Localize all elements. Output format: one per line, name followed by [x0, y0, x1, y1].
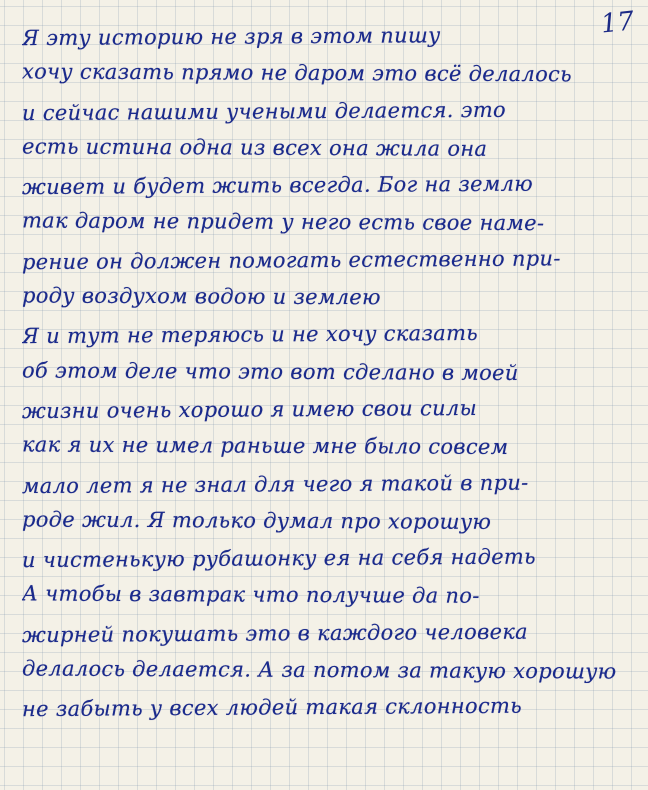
text-line: делалось делается. А за потом за такую хорошую — [21, 656, 617, 684]
text-line: Я эту историю не зря в этом пишу — [21, 23, 441, 51]
text-line: роду воздухом водою и землею — [21, 283, 381, 310]
text-line: и чистенькую рубашонку ея на себя надеть — [21, 544, 536, 573]
text-line: мало лет я не знал для чего я такой в при- — [21, 470, 529, 498]
text-line: и сейчас нашими учеными делается. это — [21, 97, 507, 125]
text-line: жирней покушать это в каждого человека — [21, 619, 529, 647]
text-line: живет и будет жить всегда. Бог на землю — [21, 171, 534, 200]
text-line: не забыть у всех людей такая склонность — [21, 693, 523, 722]
text-line: роде жил. Я только думал про хорошую — [21, 507, 492, 534]
text-line: есть истина одна из всех она жила она — [21, 134, 488, 161]
text-line: Я и тут не теряюсь и не хочу сказать — [21, 321, 479, 349]
text-line: об этом деле что это вот сделано в моей — [21, 358, 519, 385]
text-line: А чтобы в завтрак что получше да по- — [21, 581, 480, 609]
page-number: 17 — [599, 6, 636, 40]
text-line: так даром не придет у него есть свое наме- — [21, 208, 545, 236]
text-line: как я их не имел раньше мне было совсем — [21, 432, 509, 460]
text-line: рение он должен помогать естественно при- — [21, 246, 561, 274]
handwritten-text-block — [22, 18, 634, 727]
text-line: жизни очень хорошо я имею свои силы — [21, 395, 478, 424]
text-line: хочу сказать прямо не даром это всё делалось — [21, 59, 572, 87]
